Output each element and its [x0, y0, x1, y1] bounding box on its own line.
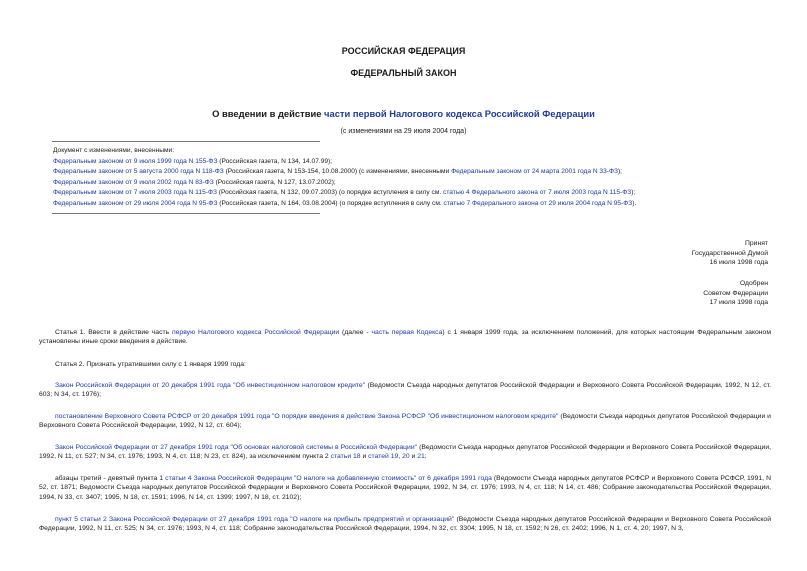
article-1: [39, 328, 771, 347]
item-text: (Ведомости Съезда народных депутатов Российской Федерации и Верховного Совета Российской Федерации, 1992, N 11, ст. 527; N 34, ст. 1976; 1993, N 4, ст. 118; N 23, ст. 824), за исключением пункта 2: [39, 444, 772, 461]
divider-top: [52, 141, 320, 142]
item-text: ;: [424, 453, 427, 461]
change-text: );: [631, 189, 636, 196]
list-item: [53, 157, 636, 168]
approval-council: [703, 279, 768, 308]
item-text: (Ведомости Съезда народных депутатов Российской Федерации и Верховного Совета Российской Федерации, 1992, N 12, ст. 603; N 34, ст. 1976);: [39, 382, 771, 399]
list-item: [53, 199, 636, 210]
change-link-5b[interactable]: статью 7 Федерального закона от 29 июля 2004 года N 95-ФЗ: [443, 199, 633, 207]
change-link-3[interactable]: Федеральным законом от 9 июля 2002 года N 83-ФЗ: [53, 178, 214, 186]
repealed-item-2: [39, 412, 771, 431]
title-code-link[interactable]: части первой Налогового кодекса Российской Федерации: [324, 108, 595, 119]
item-text: и: [360, 453, 369, 461]
profit-tax-law-link[interactable]: пункт 5 статьи 2 Закона Российской Федерации от 27 декабря 1991 года "О налоге на прибыль предприятий и организаций": [55, 516, 455, 523]
tax-system-law-link[interactable]: Закон Российской Федерации от 27 декабря 1991 года "Об основах налоговой системы в Российской Федерации": [55, 444, 418, 451]
law-type-heading: ФЕДЕРАЛЬНЫЙ ЗАКОН: [350, 68, 457, 78]
item-text: (Ведомости Съезда народных депутатов РСФСР и Верховного Совета РСФСР, 1991, N 52, ст. 1871; Ведомости Съезда народных депутатов Российской Федерации и Верховного Совета Российской Федерации, 1992, N 34, ст. 1976; 1993, N 4, ст. 118; N 14, ст. 486; Собрание законодательства Российской Федерации, 1994, N 33, ст. 3407; 1995, N 18, ст. 1591; 1996, N 14, ст. 1399; 1997, N 18, ст. 2102);: [39, 475, 771, 501]
article-19-link[interactable]: статей 19: [368, 453, 399, 461]
change-text: (Российская газета, N 164, 03.08.2004) (о порядке вступления в силу см.: [217, 199, 444, 207]
change-text: (Российская газета, N 132, 09.07.2003) (о порядке вступления в силу см.: [216, 189, 444, 196]
change-link-4[interactable]: Федеральным законом от 7 июля 2003 года N 115-ФЗ: [53, 189, 217, 196]
approval-line: Советом Федерации: [703, 289, 768, 297]
item-text: ,: [398, 453, 403, 461]
article-text: Статья 1. Ввести в действие часть: [55, 329, 172, 336]
approval-line: Государственной Думой: [691, 249, 768, 257]
item-text: абзацы третий - девятый пункта 1: [55, 475, 166, 482]
change-link-1[interactable]: Федеральным законом от 9 июля 1999 года N 155-ФЗ: [53, 157, 218, 165]
change-link-5[interactable]: Федеральным законом от 29 июля 2004 года N 95-ФЗ: [53, 199, 218, 207]
changes-list: [53, 146, 636, 209]
change-link-2b[interactable]: Федеральным законом от 24 марта 2001 года N 33-ФЗ: [451, 168, 618, 175]
article-20-link[interactable]: 20: [402, 453, 410, 461]
change-link-4b[interactable]: статью 4 Федерального закона от 7 июля 2003 года N 115-ФЗ: [443, 189, 632, 196]
approval-line: 16 июля 1998 года: [709, 259, 768, 266]
list-item: [53, 167, 636, 178]
change-link-2[interactable]: Федеральным законом от 5 августа 2000 года N 118-ФЗ: [53, 168, 224, 175]
list-item: [53, 178, 636, 189]
supreme-council-resolution-link[interactable]: постановление Верховного Совета РСФСР от 20 декабря 1991 года "О порядке введения в действие Закона РСФСР "Об инвестиционном налоговом кредите": [55, 413, 559, 420]
list-item: [53, 188, 636, 199]
revision-note: (с изменениями на 29 июля 2004 года): [340, 128, 467, 135]
article-text: (далее -: [339, 329, 372, 336]
article-2: Статья 2. Признать утратившими силу с 1 января 1999 года:: [55, 361, 246, 368]
item-text: и: [409, 453, 418, 461]
approval-line: Одобрен: [739, 280, 768, 287]
approval-line: Принят: [744, 240, 768, 247]
divider-bottom: [52, 213, 320, 214]
approval-line: 17 июля 1998 года: [709, 299, 768, 306]
article-21-link[interactable]: 21: [417, 453, 425, 461]
title-prefix: О введении в действие: [212, 108, 325, 119]
change-text: (Российская газета, N 134, 14.07.99);: [217, 157, 333, 165]
changes-intro: Документ с изменениями, внесенными:: [53, 147, 175, 154]
approval-duma: [692, 239, 768, 268]
repealed-item-4: [39, 474, 771, 502]
document-title: [0, 108, 807, 119]
repealed-item-3: [39, 443, 771, 462]
article-18-link[interactable]: статьи 18: [330, 453, 361, 461]
article-text: ) с 1 января 1999 года, за исключением положений, для которых настоящим Федеральным законом установлены иные сроки введения в действие.: [39, 329, 771, 346]
repealed-item-5: [39, 515, 771, 534]
item-text: (Ведомости Съезда народных депутатов Российской Федерации и Верховного Совета Российской Федерации, 1992, N 12, ст. 604);: [39, 413, 771, 430]
repealed-item-1: [39, 381, 771, 400]
code-part-one-link[interactable]: первую Налогового кодекса Российской Федерации: [171, 329, 340, 336]
change-text: );: [617, 168, 622, 175]
change-text: (Российская газета, N 127, 13.07.2002);: [213, 178, 336, 186]
code-part-one-short-link[interactable]: часть первая Кодекса: [371, 329, 443, 336]
vat-law-link[interactable]: статьи 4 Закона Российской Федерации "О налоге на добавленную стоимость" от 6 декабря 1991 года: [165, 475, 492, 482]
item-text: (Ведомости Съезда народных депутатов Российской Федерации и Верховного Совета Российской Федерации, 1992, N 11, ст. 525; N 34, ст. 1976; 1993, N 4, ст. 118; Собрание законодательства Российской Федерации, 1994, N 32, ст. 3304; 1995, N 18, ст. 1592; N 26, ст. 2402; 1996, N 1, ст. 4, 20; 1997, N 3,: [39, 516, 771, 533]
change-text: ).: [632, 199, 637, 207]
country-heading: РОССИЙСКАЯ ФЕДЕРАЦИЯ: [341, 46, 466, 56]
investment-credit-law-link[interactable]: Закон Российской Федерации от 20 декабря 1991 года "Об инвестиционном налоговом кредите": [55, 382, 366, 389]
change-text: (Российская газета, N 153-154, 10.08.2000) (с изменениями, внесенными: [223, 168, 452, 175]
